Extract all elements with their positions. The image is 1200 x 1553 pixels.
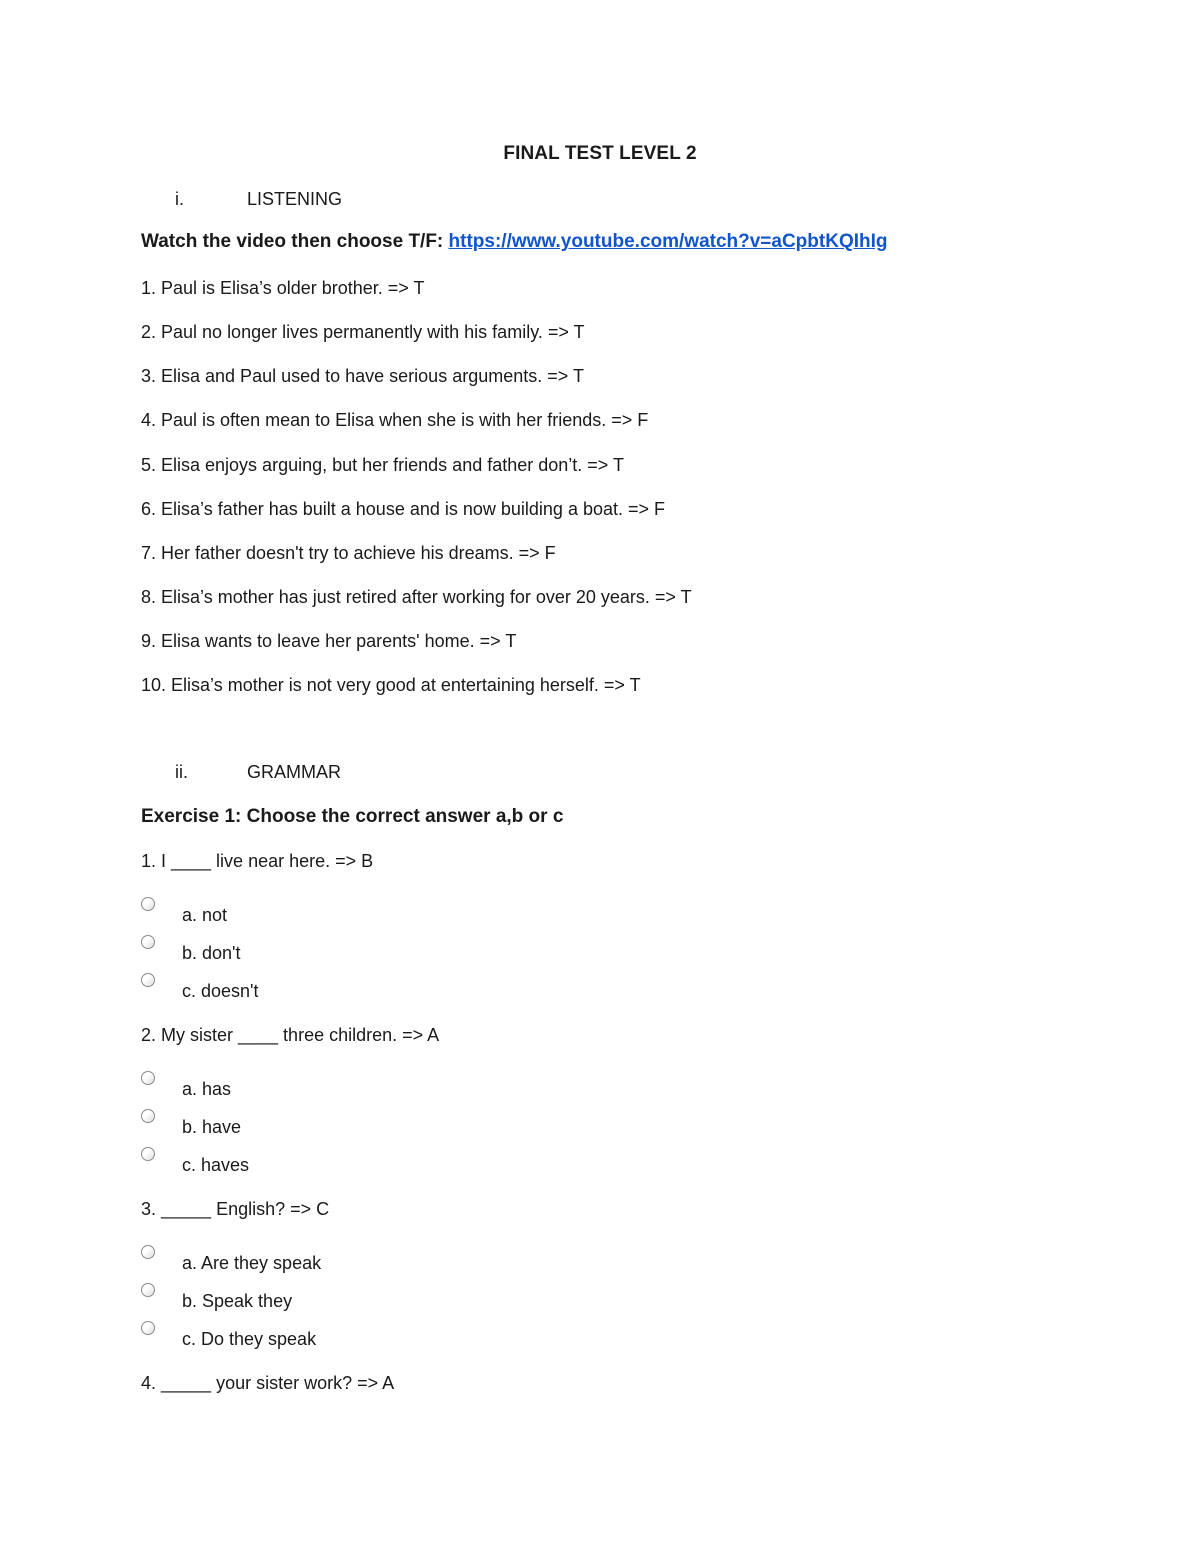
question-text: 4. _____ your sister work? => A	[141, 1373, 395, 1393]
question-text: 1. I ____ live near here. => B	[141, 851, 374, 871]
instruction-text: Watch the video then choose T/F:	[141, 231, 449, 252]
radio-button[interactable]	[141, 1071, 155, 1085]
radio-button[interactable]	[141, 1321, 155, 1335]
radio-button[interactable]	[141, 973, 155, 987]
option-label: b. have	[182, 1117, 242, 1137]
section-number: i.	[175, 189, 184, 209]
list-item: 7. Her father doesn't try to achieve his dreams. => F	[141, 543, 556, 563]
exercise-title: Exercise 1: Choose the correct answer a,b or c	[141, 806, 564, 827]
option-label: a. has	[182, 1079, 232, 1099]
section-listening-heading	[175, 189, 342, 210]
radio-button[interactable]	[141, 897, 155, 911]
option-label: c. haves	[182, 1155, 250, 1175]
option-label: a. not	[182, 905, 228, 925]
radio-button[interactable]	[141, 1147, 155, 1161]
option-label: b. Speak they	[182, 1291, 293, 1311]
radio-button[interactable]	[141, 1109, 155, 1123]
radio-button[interactable]	[141, 935, 155, 949]
option-label: c. Do they speak	[182, 1329, 317, 1349]
list-item: 9. Elisa wants to leave her parents' home. => T	[141, 631, 517, 651]
section-title: GRAMMAR	[247, 762, 341, 782]
option-label: c. doesn't	[182, 981, 259, 1001]
question-text: 2. My sister ____ three children. => A	[141, 1025, 440, 1045]
video-link[interactable]: https://www.youtube.com/watch?v=aCpbtKQIhIg	[448, 231, 888, 252]
section-title: LISTENING	[247, 189, 343, 209]
list-item: 1. Paul is Elisa’s older brother. => T	[141, 278, 425, 298]
list-item: 5. Elisa enjoys arguing, but her friends and father don’t. => T	[141, 455, 624, 475]
option-label: b. don't	[182, 943, 241, 963]
section-grammar-heading	[175, 762, 341, 783]
list-item: 4. Paul is often mean to Elisa when she is with her friends. => F	[141, 410, 649, 430]
question-text: 3. _____ English? => C	[141, 1199, 330, 1219]
radio-button[interactable]	[141, 1245, 155, 1259]
list-item: 6. Elisa’s father has built a house and is now building a boat. => F	[141, 499, 666, 519]
radio-button[interactable]	[141, 1283, 155, 1297]
list-item: 10. Elisa’s mother is not very good at entertaining herself. => T	[141, 675, 641, 695]
list-item: 8. Elisa’s mother has just retired after working for over 20 years. => T	[141, 587, 692, 607]
option-label: a. Are they speak	[182, 1253, 322, 1273]
listening-instruction	[141, 231, 888, 253]
list-item: 2. Paul no longer lives permanently with his family. => T	[141, 322, 585, 342]
page-title: FINAL TEST LEVEL 2	[503, 143, 697, 164]
list-item: 3. Elisa and Paul used to have serious arguments. => T	[141, 366, 584, 386]
section-number: ii.	[175, 762, 188, 782]
